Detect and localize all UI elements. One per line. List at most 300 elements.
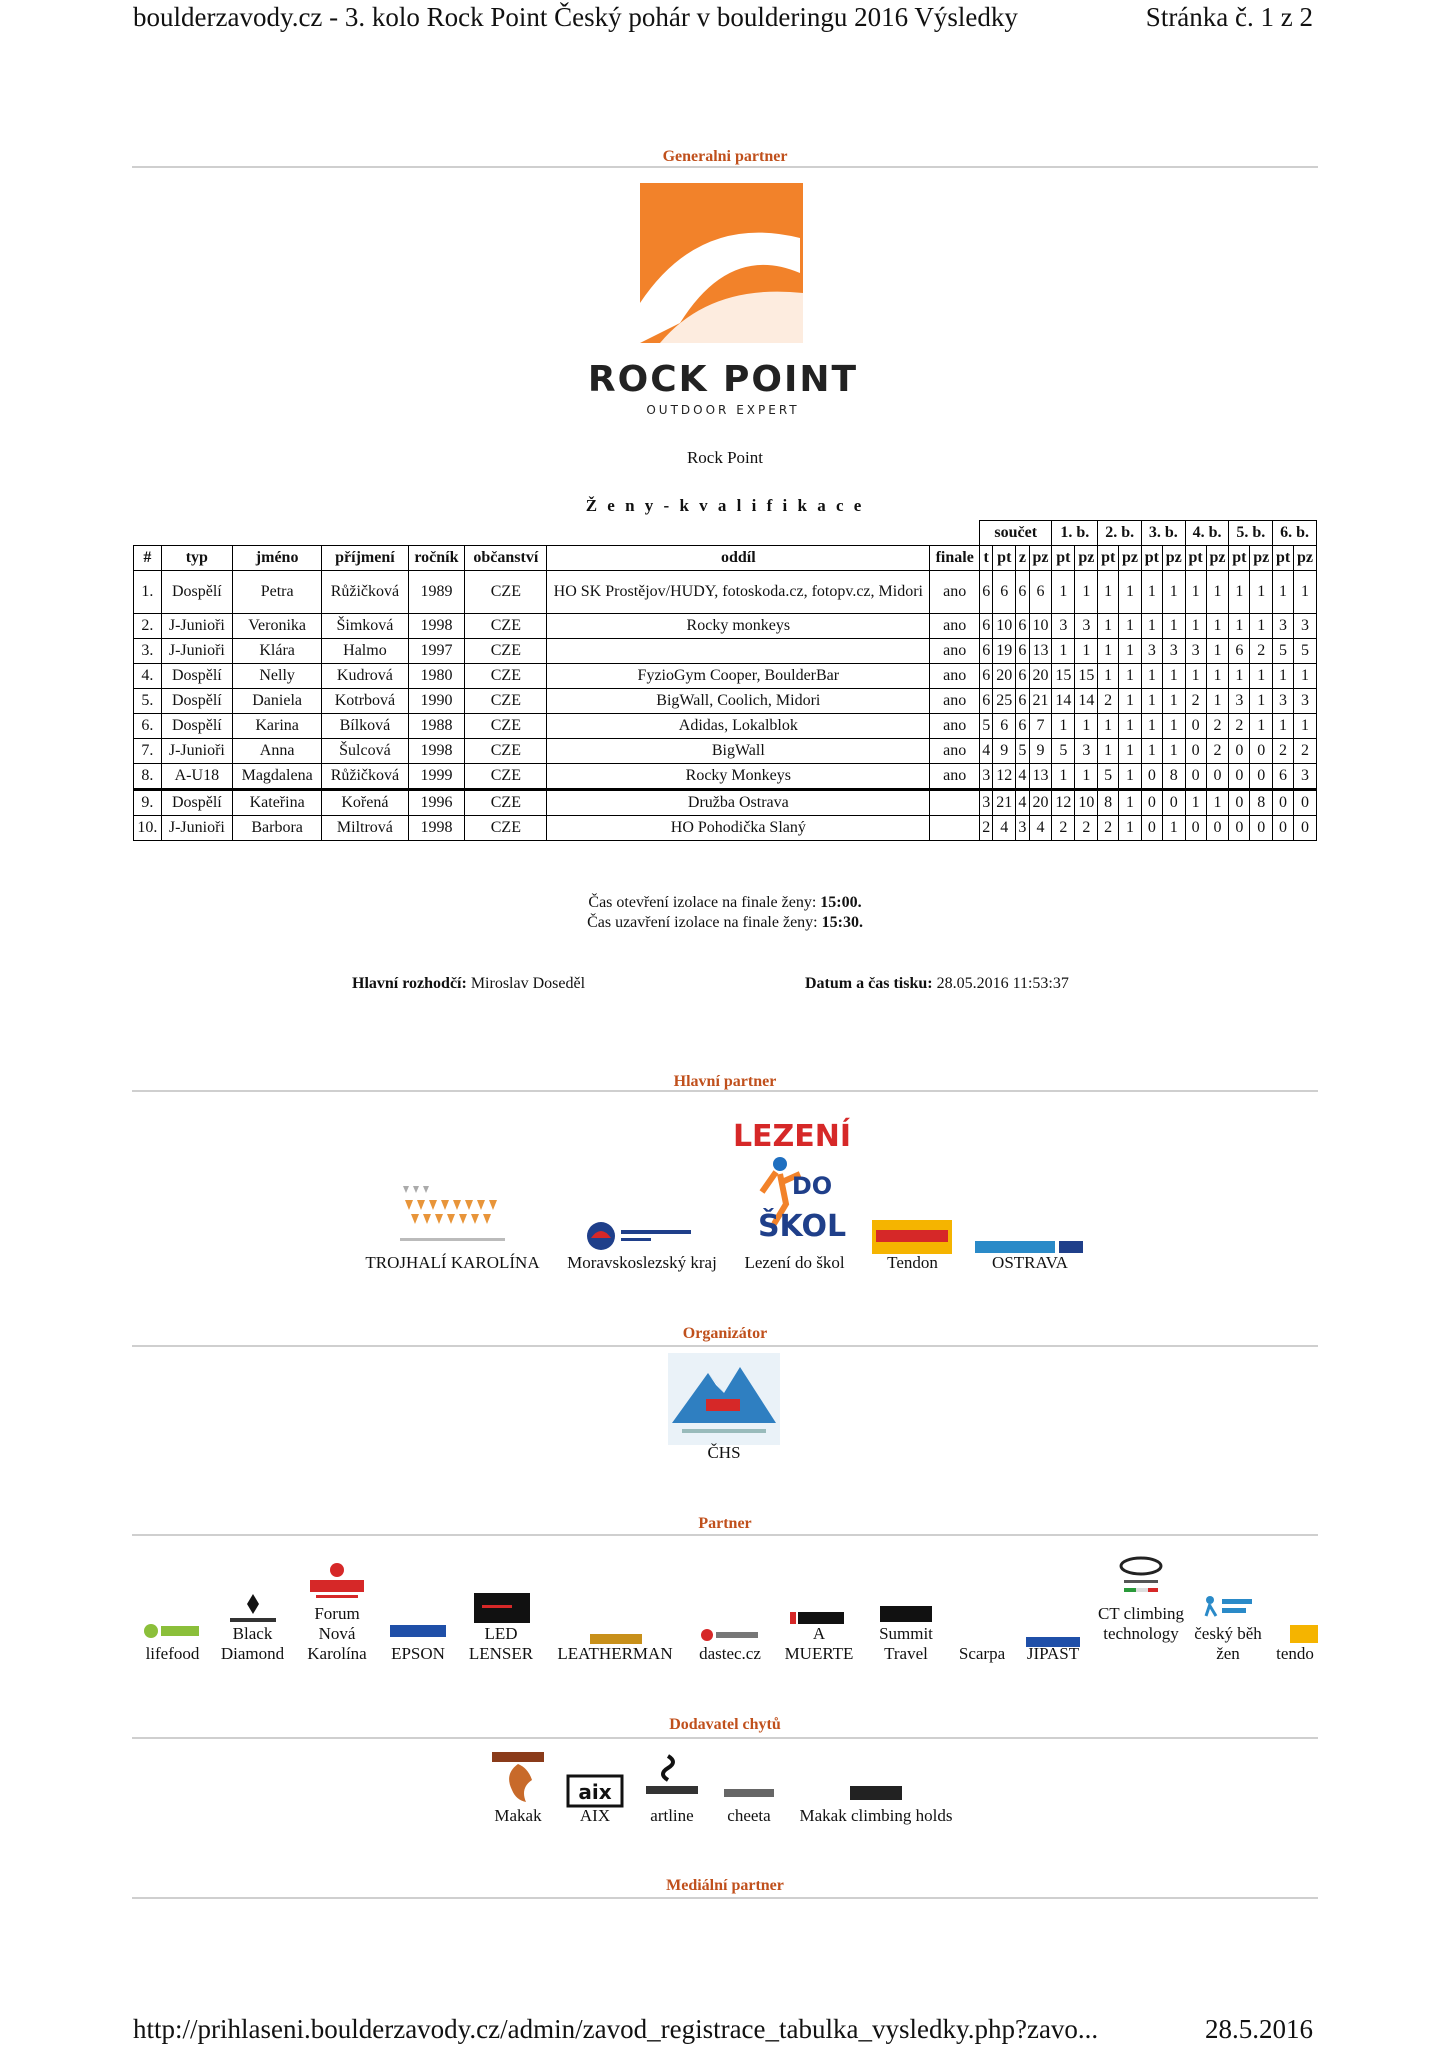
cell-score: 6	[1016, 664, 1029, 689]
cell-score: 0	[1206, 816, 1229, 841]
dastec-logo	[700, 1628, 760, 1642]
cell-score: 0	[1142, 816, 1163, 841]
cell-score: 1	[1250, 714, 1273, 739]
cell-score: 0	[1229, 739, 1250, 764]
main-partner-label: TROJHALÍ KAROLÍNA	[365, 1253, 540, 1272]
cell-finale: ano	[930, 739, 980, 764]
partner-label: EPSON	[391, 1644, 445, 1663]
cell-score: 1	[1142, 664, 1163, 689]
cell-score: 1	[1075, 571, 1098, 614]
cell-prijmeni: Růžičková	[322, 764, 408, 790]
column-header: pz	[1293, 546, 1316, 571]
column-header: pt	[1229, 546, 1250, 571]
svg-text:ŠKOL: ŠKOL	[757, 1209, 847, 1244]
cell-prijmeni: Růžičková	[322, 571, 408, 614]
cell-score: 0	[1185, 739, 1206, 764]
cell-score: 5	[1098, 764, 1119, 790]
column-header: pz	[1119, 546, 1142, 571]
holds-label: Makak climbing holds	[799, 1806, 953, 1825]
table-row	[134, 639, 1317, 664]
jipast-logo	[1026, 1634, 1080, 1644]
cell-rank: 6.	[134, 714, 162, 739]
cell-score: 1	[1293, 571, 1316, 614]
cell-score: 4	[993, 816, 1016, 841]
cell-score: 3	[1229, 689, 1250, 714]
cell-oddil: Adidas, Lokalblok	[547, 714, 930, 739]
makak-logo	[490, 1750, 546, 1806]
cell-jmeno: Karina	[232, 714, 321, 739]
cell-score: 6	[980, 614, 993, 639]
isolation-open-label: Čas otevření izolace na finale ženy:	[588, 894, 821, 911]
cell-rank: 3.	[134, 639, 162, 664]
led-lenser-logo	[474, 1593, 530, 1623]
forum-nova-karolina-logo	[306, 1562, 368, 1602]
cell-score: 1	[1206, 639, 1229, 664]
cell-score: 5	[1273, 639, 1294, 664]
table-column-header-row	[134, 546, 1317, 571]
cell-score: 13	[1029, 639, 1052, 664]
cell-score: 0	[1142, 764, 1163, 790]
cell-score: 1	[1206, 689, 1229, 714]
table-row	[134, 816, 1317, 841]
column-header: typ	[161, 546, 232, 571]
cell-score: 4	[1016, 764, 1029, 790]
cell-score: 6	[980, 689, 993, 714]
cell-score: 1	[1119, 790, 1142, 816]
holds-label: cheeta	[727, 1806, 771, 1825]
rockpoint-logo	[560, 183, 886, 445]
rockpoint-mountain-icon	[640, 183, 803, 343]
section-heading-holds: Dodavatel chytů	[669, 1716, 781, 1733]
cell-score: 1	[1250, 571, 1273, 614]
cell-score: 12	[993, 764, 1016, 790]
cell-jmeno: Veronika	[232, 614, 321, 639]
cell-score: 2	[1206, 714, 1229, 739]
cell-score: 0	[1273, 790, 1294, 816]
summit-travel-logo	[880, 1606, 932, 1622]
cell-score: 20	[1029, 790, 1052, 816]
cell-score: 6	[1016, 614, 1029, 639]
cell-score: 8	[1098, 790, 1119, 816]
cell-finale: ano	[930, 714, 980, 739]
partner-label: dastec.cz	[699, 1644, 761, 1663]
cell-score: 15	[1075, 664, 1098, 689]
print-datetime-value: 28.05.2016 11:53:37	[932, 975, 1069, 992]
holds-label: artline	[650, 1806, 694, 1825]
cell-score: 15	[1052, 664, 1075, 689]
cell-score: 1	[1273, 664, 1294, 689]
print-header-page: Stránka č. 1 z 2	[1145, 2, 1313, 32]
print-datetime-label: Datum a čas tisku:	[805, 975, 933, 992]
divider	[132, 1345, 1318, 1347]
cell-score: 10	[993, 614, 1016, 639]
cell-score: 1	[1142, 689, 1163, 714]
column-header: finale	[930, 546, 980, 571]
column-header: pz	[1206, 546, 1229, 571]
cell-score: 1	[1206, 790, 1229, 816]
cell-score: 3	[1185, 639, 1206, 664]
cell-finale: ano	[930, 571, 980, 614]
cell-jmeno: Petra	[232, 571, 321, 614]
cell-score: 3	[1293, 689, 1316, 714]
cell-score: 2	[1075, 816, 1098, 841]
table-row	[134, 689, 1317, 714]
cell-score: 6	[1016, 689, 1029, 714]
aix-logo	[568, 1776, 622, 1806]
cell-score: 1	[1119, 739, 1142, 764]
cell-finale: ano	[930, 689, 980, 714]
cell-score: 3	[1075, 739, 1098, 764]
cell-rocnik: 1980	[408, 664, 465, 689]
cell-score: 3	[1016, 816, 1029, 841]
cell-score: 3	[1293, 764, 1316, 790]
cell-score: 6	[1273, 764, 1294, 790]
cell-score: 6	[1016, 639, 1029, 664]
group-header: 5. b.	[1229, 521, 1273, 546]
cell-score: 6	[1016, 714, 1029, 739]
cell-score: 1	[1119, 816, 1142, 841]
print-header-title: boulderzavody.cz - 3. kolo Rock Point Český pohár v boulderingu 2016 Výsledky	[133, 2, 1018, 32]
cell-score: 5	[1052, 739, 1075, 764]
cell-typ: Dospělí	[161, 790, 232, 816]
section-heading-main-partner: Hlavní partner	[673, 1073, 777, 1090]
cell-rank: 1.	[134, 571, 162, 614]
cell-score: 5	[980, 714, 993, 739]
cell-score: 3	[980, 790, 993, 816]
cell-score: 10	[1029, 614, 1052, 639]
cell-score: 1	[1206, 614, 1229, 639]
cell-prijmeni: Halmo	[322, 639, 408, 664]
cell-rank: 8.	[134, 764, 162, 790]
head-judge-label: Hlavní rozhodčí:	[352, 975, 467, 992]
column-header: oddíl	[547, 546, 930, 571]
cell-oddil: Rocky monkeys	[547, 614, 930, 639]
cell-score: 6	[980, 664, 993, 689]
cell-typ: J-Junioři	[161, 639, 232, 664]
group-header: součet	[980, 521, 1052, 546]
cell-score: 0	[1185, 714, 1206, 739]
cell-score: 3	[1293, 614, 1316, 639]
cell-score: 1	[1293, 714, 1316, 739]
column-header: pt	[1052, 546, 1075, 571]
cell-score: 3	[1162, 639, 1185, 664]
climbing-technology-logo	[1118, 1556, 1164, 1596]
cell-score: 1	[1098, 714, 1119, 739]
column-header: ročník	[408, 546, 465, 571]
cell-jmeno: Magdalena	[232, 764, 321, 790]
cell-jmeno: Anna	[232, 739, 321, 764]
cell-prijmeni: Šimková	[322, 614, 408, 639]
black-diamond-logo	[222, 1592, 284, 1624]
cell-score: 4	[980, 739, 993, 764]
cell-rank: 10.	[134, 816, 162, 841]
cell-score: 1	[1206, 571, 1229, 614]
cell-finale	[930, 816, 980, 841]
cell-score: 2	[1273, 739, 1294, 764]
column-header: pz	[1029, 546, 1052, 571]
cell-score: 1	[1142, 714, 1163, 739]
holds-label: Makak	[494, 1806, 542, 1825]
cell-obcanstvi: CZE	[465, 571, 547, 614]
cell-score: 13	[1029, 764, 1052, 790]
main-partner-label: OSTRAVA	[992, 1253, 1068, 1272]
table-row	[134, 739, 1317, 764]
table-row	[134, 614, 1317, 639]
cell-score: 20	[1029, 664, 1052, 689]
cell-rank: 4.	[134, 664, 162, 689]
cell-score: 1	[1075, 714, 1098, 739]
cell-score: 1	[1119, 764, 1142, 790]
cell-score: 1	[1273, 571, 1294, 614]
column-header: občanství	[465, 546, 547, 571]
cell-score: 21	[1029, 689, 1052, 714]
cell-score: 2	[980, 816, 993, 841]
group-header: 2. b.	[1098, 521, 1142, 546]
cell-score: 9	[1029, 739, 1052, 764]
cell-score: 2	[1185, 689, 1206, 714]
cell-score: 6	[980, 571, 993, 614]
cell-score: 5	[1293, 639, 1316, 664]
cell-score: 0	[1162, 790, 1185, 816]
section-heading-partner: Partner	[698, 1515, 752, 1532]
cell-score: 6	[980, 639, 993, 664]
cell-prijmeni: Kudrová	[322, 664, 408, 689]
cell-typ: Dospělí	[161, 664, 232, 689]
column-header: #	[134, 546, 162, 571]
table-row	[134, 714, 1317, 739]
cell-rocnik: 1989	[408, 571, 465, 614]
general-partner-name: Rock Point	[686, 448, 764, 467]
cell-score: 1	[1229, 614, 1250, 639]
cell-prijmeni: Šulcová	[322, 739, 408, 764]
cell-rank: 9.	[134, 790, 162, 816]
cell-score: 0	[1185, 764, 1206, 790]
cell-score: 1	[1206, 664, 1229, 689]
cell-score: 6	[1029, 571, 1052, 614]
isolation-open-time: 15:00.	[820, 894, 862, 911]
group-header: 1. b.	[1052, 521, 1098, 546]
group-header: 4. b.	[1185, 521, 1229, 546]
cell-score: 1	[1162, 571, 1185, 614]
chs-logo	[668, 1353, 780, 1445]
cell-score: 8	[1250, 790, 1273, 816]
cell-score: 12	[1052, 790, 1075, 816]
cell-score: 1	[1162, 689, 1185, 714]
tendon-logo	[872, 1220, 952, 1254]
cell-score: 7	[1029, 714, 1052, 739]
partner-label: lifefood	[145, 1644, 200, 1663]
divider	[132, 1534, 1318, 1536]
cell-score: 21	[993, 790, 1016, 816]
cell-score: 1	[1075, 764, 1098, 790]
print-footer-date: 28.5.2016	[1205, 2014, 1313, 2044]
cell-score: 1	[1273, 714, 1294, 739]
cell-obcanstvi: CZE	[465, 689, 547, 714]
artline-logo	[642, 1752, 702, 1800]
isolation-close	[132, 913, 1318, 933]
cell-score: 8	[1162, 764, 1185, 790]
cell-rocnik: 1998	[408, 739, 465, 764]
section-heading-organizer: Organizátor	[682, 1325, 768, 1342]
cell-obcanstvi: CZE	[465, 739, 547, 764]
results-heading: Ž e n y - k v a l i f i k a c e	[585, 496, 865, 515]
results-table	[133, 520, 1317, 841]
isolation-close-time: 15:30.	[821, 914, 863, 931]
cell-rocnik: 1998	[408, 816, 465, 841]
column-header: jméno	[232, 546, 321, 571]
cheeta-logo	[722, 1786, 776, 1800]
cell-obcanstvi: CZE	[465, 664, 547, 689]
cell-score: 2	[1293, 739, 1316, 764]
cell-score: 0	[1293, 790, 1316, 816]
print-datetime	[805, 975, 1069, 993]
cell-score: 0	[1229, 816, 1250, 841]
cell-score: 3	[1075, 614, 1098, 639]
cell-rocnik: 1998	[408, 614, 465, 639]
cell-score: 0	[1293, 816, 1316, 841]
cell-score: 1	[1162, 614, 1185, 639]
cell-obcanstvi: CZE	[465, 790, 547, 816]
partner-label: LED LENSER	[468, 1624, 534, 1663]
cell-score: 1	[1075, 639, 1098, 664]
divider	[132, 166, 1318, 168]
cell-score: 1	[1162, 714, 1185, 739]
cell-score: 2	[1250, 639, 1273, 664]
cell-score: 1	[1142, 739, 1163, 764]
cell-score: 14	[1052, 689, 1075, 714]
cell-score: 6	[1016, 571, 1029, 614]
column-header: pt	[1273, 546, 1294, 571]
cell-score: 1	[1052, 714, 1075, 739]
cell-prijmeni: Miltrová	[322, 816, 408, 841]
cell-score: 6	[1229, 639, 1250, 664]
cell-typ: A-U18	[161, 764, 232, 790]
cell-finale: ano	[930, 664, 980, 689]
divider	[132, 1897, 1318, 1899]
partner-label: český běh žen	[1194, 1624, 1262, 1663]
column-header: pz	[1162, 546, 1185, 571]
cell-rocnik: 1990	[408, 689, 465, 714]
cell-rank: 7.	[134, 739, 162, 764]
lezeni-do-skol-logo	[732, 1112, 852, 1252]
cell-rocnik: 1996	[408, 790, 465, 816]
cell-score: 14	[1075, 689, 1098, 714]
epson-logo	[388, 1623, 448, 1639]
cell-score: 1	[1250, 689, 1273, 714]
rockpoint-logo-text: ROCK POINT	[587, 359, 859, 400]
column-header: z	[1016, 546, 1029, 571]
cell-score: 1	[1229, 571, 1250, 614]
cell-score: 1	[1162, 739, 1185, 764]
partner-label: A MUERTE	[784, 1624, 854, 1663]
cell-oddil: BigWall, Coolich, Midori	[547, 689, 930, 714]
cell-score: 0	[1229, 764, 1250, 790]
cell-oddil: BigWall	[547, 739, 930, 764]
cell-score: 6	[993, 714, 1016, 739]
divider	[132, 1737, 1318, 1739]
cell-obcanstvi: CZE	[465, 714, 547, 739]
holds-label: AIX	[579, 1806, 611, 1825]
cell-jmeno: Klára	[232, 639, 321, 664]
cell-score: 1	[1052, 764, 1075, 790]
cell-score: 1	[1293, 664, 1316, 689]
cell-score: 3	[980, 764, 993, 790]
cell-score: 9	[993, 739, 1016, 764]
cell-finale	[930, 790, 980, 816]
column-header: pz	[1075, 546, 1098, 571]
partner-label: Summit Travel	[879, 1624, 933, 1663]
cell-score: 0	[1142, 790, 1163, 816]
cell-oddil: Rocky Monkeys	[547, 764, 930, 790]
table-row	[134, 664, 1317, 689]
cell-score: 1	[1098, 739, 1119, 764]
cell-score: 5	[1016, 739, 1029, 764]
cell-score: 0	[1250, 764, 1273, 790]
cell-typ: J-Junioři	[161, 816, 232, 841]
head-judge	[352, 975, 585, 993]
cell-score: 3	[1052, 614, 1075, 639]
cell-finale: ano	[930, 639, 980, 664]
cell-score: 1	[1119, 664, 1142, 689]
cell-obcanstvi: CZE	[465, 639, 547, 664]
section-heading-general-partner: Generalni partner	[662, 148, 788, 165]
cell-score: 2	[1206, 739, 1229, 764]
cell-score: 1	[1162, 816, 1185, 841]
cell-score: 0	[1250, 739, 1273, 764]
column-header: pz	[1250, 546, 1273, 571]
column-header: t	[980, 546, 993, 571]
cell-score: 25	[993, 689, 1016, 714]
cell-typ: J-Junioři	[161, 739, 232, 764]
table-row	[134, 790, 1317, 816]
cell-score: 2	[1052, 816, 1075, 841]
cell-score: 4	[1029, 816, 1052, 841]
cell-score: 1	[1119, 714, 1142, 739]
cell-prijmeni: Kotrbová	[322, 689, 408, 714]
cell-score: 1	[1052, 571, 1075, 614]
isolation-close-label: Čas uzavření izolace na finale ženy:	[587, 914, 822, 931]
column-header: příjmení	[322, 546, 408, 571]
cell-rocnik: 1997	[408, 639, 465, 664]
cell-prijmeni: Bílková	[322, 714, 408, 739]
cell-oddil: HO Pohodička Slaný	[547, 816, 930, 841]
cell-score: 3	[1142, 639, 1163, 664]
isolation-info	[132, 893, 1318, 933]
cell-score: 4	[1016, 790, 1029, 816]
cell-score: 1	[1098, 614, 1119, 639]
cell-rank: 5.	[134, 689, 162, 714]
head-judge-name: Miroslav Doseděl	[466, 975, 586, 992]
main-partner-label: Lezení do škol	[744, 1253, 845, 1272]
cell-score: 1	[1119, 689, 1142, 714]
cell-score: 1	[1142, 571, 1163, 614]
cell-score: 20	[993, 664, 1016, 689]
cell-score: 3	[1273, 689, 1294, 714]
group-header: 3. b.	[1142, 521, 1186, 546]
cell-score: 2	[1098, 816, 1119, 841]
cell-score: 1	[1142, 614, 1163, 639]
print-footer-url: http://prihlaseni.boulderzavody.cz/admin/zavod_registrace_tabulka_vysledky.php?zavo...	[133, 2014, 1099, 2044]
lifefood-logo	[143, 1620, 201, 1642]
column-header: pt	[1185, 546, 1206, 571]
cell-rocnik: 1999	[408, 764, 465, 790]
cell-score: 19	[993, 639, 1016, 664]
cell-oddil: FyzioGym Cooper, BoulderBar	[547, 664, 930, 689]
cell-score: 0	[1273, 816, 1294, 841]
cell-finale: ano	[930, 614, 980, 639]
column-header: pt	[1098, 546, 1119, 571]
cell-jmeno: Nelly	[232, 664, 321, 689]
